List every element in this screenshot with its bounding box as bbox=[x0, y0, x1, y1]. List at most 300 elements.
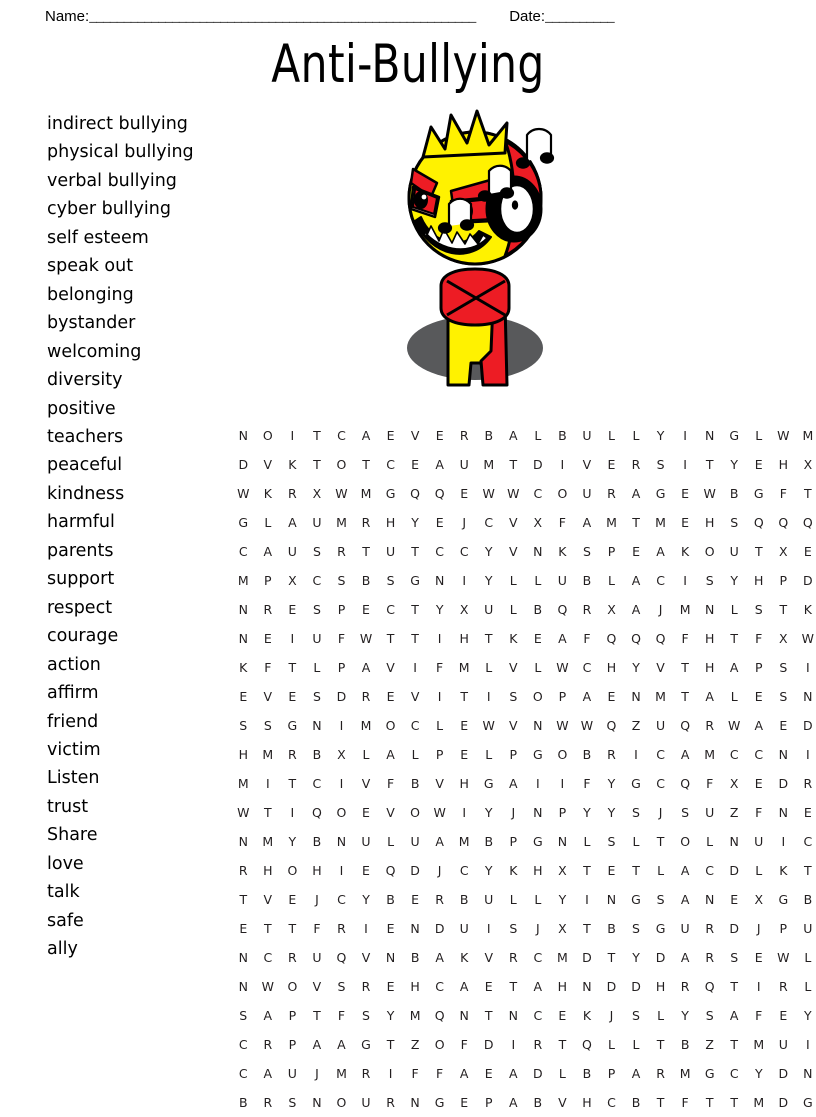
grid-cell[interactable]: R bbox=[386, 1095, 395, 1110]
grid-cell[interactable]: X bbox=[558, 921, 567, 936]
grid-cell[interactable]: V bbox=[656, 660, 665, 675]
grid-cell[interactable]: B bbox=[312, 747, 322, 762]
grid-cell[interactable]: E bbox=[558, 1008, 567, 1023]
grid-cell[interactable]: Y bbox=[484, 544, 493, 559]
grid-cell[interactable]: S bbox=[337, 573, 346, 588]
grid-cell[interactable]: B bbox=[729, 486, 739, 501]
grid-cell[interactable]: W bbox=[728, 718, 741, 733]
grid-cell[interactable]: A bbox=[509, 776, 518, 791]
grid-cell[interactable]: S bbox=[730, 515, 739, 530]
grid-cell[interactable]: R bbox=[705, 718, 714, 733]
grid-cell[interactable]: C bbox=[337, 892, 346, 907]
grid-cell[interactable]: S bbox=[656, 457, 665, 472]
grid-cell[interactable]: M bbox=[704, 747, 716, 762]
grid-cell[interactable]: W bbox=[237, 486, 250, 501]
grid-cell[interactable]: T bbox=[313, 1008, 321, 1023]
grid-cell[interactable]: M bbox=[655, 689, 666, 704]
grid-cell[interactable]: J bbox=[535, 921, 540, 936]
grid-cell[interactable]: S bbox=[779, 689, 788, 704]
grid-cell[interactable]: M bbox=[802, 428, 814, 443]
grid-cell[interactable]: N bbox=[729, 834, 739, 849]
grid-cell[interactable]: C bbox=[705, 863, 715, 878]
grid-cell[interactable]: P bbox=[558, 689, 567, 704]
grid-cell[interactable]: N bbox=[312, 1095, 322, 1110]
grid-cell[interactable]: A bbox=[288, 515, 297, 530]
grid-cell[interactable]: K bbox=[239, 660, 248, 675]
grid-cell[interactable]: T bbox=[411, 602, 419, 617]
grid-cell[interactable]: J bbox=[658, 602, 663, 617]
grid-cell[interactable]: V bbox=[361, 776, 371, 791]
grid-cell[interactable]: L bbox=[804, 979, 812, 994]
grid-cell[interactable]: S bbox=[312, 544, 321, 559]
grid-cell[interactable]: O bbox=[262, 428, 273, 443]
grid-cell[interactable]: D bbox=[410, 863, 420, 878]
grid-cell[interactable]: L bbox=[607, 428, 615, 443]
grid-cell[interactable]: T bbox=[730, 631, 739, 646]
grid-cell[interactable]: H bbox=[557, 979, 568, 994]
grid-cell[interactable]: T bbox=[288, 776, 297, 791]
grid-cell[interactable]: C bbox=[803, 834, 813, 849]
grid-cell[interactable]: Y bbox=[804, 1008, 812, 1023]
grid-cell[interactable]: K bbox=[681, 544, 690, 559]
grid-cell[interactable]: D bbox=[729, 863, 740, 878]
grid-cell[interactable]: P bbox=[337, 602, 346, 617]
grid-cell[interactable]: A bbox=[361, 660, 371, 675]
grid-cell[interactable]: Z bbox=[410, 1037, 420, 1052]
grid-cell[interactable]: Q bbox=[704, 979, 715, 994]
grid-cell[interactable]: I bbox=[560, 776, 565, 791]
grid-cell[interactable]: N bbox=[312, 718, 322, 733]
grid-cell[interactable]: S bbox=[681, 805, 690, 820]
grid-cell[interactable]: Q bbox=[802, 515, 813, 530]
grid-cell[interactable]: E bbox=[362, 602, 370, 617]
grid-cell[interactable]: L bbox=[706, 834, 714, 849]
grid-cell[interactable]: U bbox=[312, 515, 322, 530]
grid-cell[interactable]: Q bbox=[385, 863, 396, 878]
grid-cell[interactable]: B bbox=[386, 892, 395, 907]
grid-cell[interactable]: L bbox=[657, 863, 665, 878]
grid-cell[interactable]: T bbox=[288, 660, 297, 675]
grid-cell[interactable]: N bbox=[704, 892, 715, 907]
grid-cell[interactable]: R bbox=[361, 1066, 371, 1081]
grid-cell[interactable]: B bbox=[484, 428, 494, 443]
grid-cell[interactable]: H bbox=[606, 660, 617, 675]
grid-cell[interactable]: W bbox=[801, 631, 815, 646]
grid-cell[interactable]: R bbox=[263, 1095, 273, 1110]
grid-cell[interactable]: K bbox=[288, 457, 297, 472]
grid-cell[interactable]: S bbox=[362, 1008, 370, 1023]
grid-cell[interactable]: C bbox=[533, 950, 543, 965]
grid-cell[interactable]: C bbox=[386, 602, 395, 617]
grid-cell[interactable]: F bbox=[411, 1066, 419, 1081]
grid-cell[interactable]: F bbox=[755, 805, 763, 820]
grid-cell[interactable]: G bbox=[704, 1066, 715, 1081]
grid-cell[interactable]: G bbox=[532, 747, 543, 762]
grid-cell[interactable]: M bbox=[556, 950, 568, 965]
grid-cell[interactable]: O bbox=[557, 486, 568, 501]
grid-cell[interactable]: U bbox=[459, 457, 469, 472]
grid-cell[interactable]: T bbox=[484, 631, 493, 646]
grid-cell[interactable]: D bbox=[533, 457, 543, 472]
grid-cell[interactable]: K bbox=[509, 631, 518, 646]
grid-cell[interactable]: J bbox=[315, 892, 319, 907]
grid-cell[interactable]: V bbox=[509, 660, 518, 675]
grid-cell[interactable]: V bbox=[263, 457, 273, 472]
grid-cell[interactable]: J bbox=[315, 1066, 319, 1081]
grid-cell[interactable]: N bbox=[533, 718, 543, 733]
grid-cell[interactable]: N bbox=[238, 602, 248, 617]
grid-cell[interactable]: X bbox=[312, 486, 322, 501]
grid-cell[interactable]: E bbox=[435, 515, 444, 530]
grid-cell[interactable]: G bbox=[778, 892, 789, 907]
grid-cell[interactable]: R bbox=[705, 921, 714, 936]
grid-cell[interactable]: U bbox=[361, 834, 371, 849]
grid-cell[interactable]: U bbox=[655, 718, 666, 733]
grid-cell[interactable]: A bbox=[582, 515, 592, 530]
grid-cell[interactable]: H bbox=[312, 863, 322, 878]
grid-cell[interactable]: B bbox=[361, 573, 371, 588]
grid-cell[interactable]: K bbox=[558, 544, 567, 559]
grid-cell[interactable]: C bbox=[238, 544, 248, 559]
grid-cell[interactable]: P bbox=[435, 747, 444, 762]
grid-cell[interactable]: U bbox=[729, 544, 739, 559]
grid-cell[interactable]: Y bbox=[484, 805, 493, 820]
grid-cell[interactable]: V bbox=[484, 950, 494, 965]
grid-cell[interactable]: E bbox=[411, 892, 420, 907]
grid-cell[interactable]: M bbox=[753, 1095, 765, 1110]
grid-cell[interactable]: A bbox=[509, 428, 518, 443]
grid-cell[interactable]: T bbox=[754, 544, 763, 559]
grid-cell[interactable]: H bbox=[238, 747, 248, 762]
grid-cell[interactable]: Y bbox=[656, 428, 665, 443]
grid-cell[interactable]: S bbox=[386, 573, 395, 588]
grid-cell[interactable]: V bbox=[509, 544, 518, 559]
grid-cell[interactable]: E bbox=[263, 631, 272, 646]
grid-cell[interactable]: T bbox=[656, 1095, 665, 1110]
grid-cell[interactable]: T bbox=[705, 1095, 714, 1110]
grid-cell[interactable]: E bbox=[288, 892, 297, 907]
grid-cell[interactable]: Y bbox=[558, 892, 567, 907]
grid-cell[interactable]: M bbox=[606, 515, 617, 530]
grid-cell[interactable]: A bbox=[680, 950, 690, 965]
grid-cell[interactable]: N bbox=[238, 950, 248, 965]
grid-cell[interactable]: M bbox=[237, 776, 249, 791]
grid-cell[interactable]: A bbox=[631, 1066, 641, 1081]
grid-cell[interactable]: B bbox=[582, 1066, 592, 1081]
grid-cell[interactable]: L bbox=[730, 689, 738, 704]
grid-cell[interactable]: G bbox=[532, 834, 543, 849]
grid-cell[interactable]: I bbox=[781, 834, 786, 849]
grid-cell[interactable]: E bbox=[362, 863, 370, 878]
grid-cell[interactable]: Q bbox=[582, 1037, 592, 1052]
grid-cell[interactable]: R bbox=[778, 979, 788, 994]
grid-cell[interactable]: G bbox=[631, 892, 641, 907]
grid-cell[interactable]: V bbox=[386, 660, 395, 675]
grid-cell[interactable]: Z bbox=[705, 1037, 714, 1052]
grid-cell[interactable]: T bbox=[705, 457, 714, 472]
grid-cell[interactable]: B bbox=[533, 1095, 543, 1110]
grid-cell[interactable]: E bbox=[386, 689, 395, 704]
grid-cell[interactable]: P bbox=[607, 1066, 616, 1081]
grid-cell[interactable]: J bbox=[609, 1008, 614, 1023]
grid-cell[interactable]: I bbox=[462, 805, 467, 820]
grid-cell[interactable]: X bbox=[337, 747, 346, 762]
grid-cell[interactable]: B bbox=[410, 950, 420, 965]
grid-cell[interactable]: R bbox=[337, 544, 346, 559]
grid-cell[interactable]: E bbox=[533, 631, 542, 646]
grid-cell[interactable]: U bbox=[361, 1095, 371, 1110]
grid-cell[interactable]: Y bbox=[435, 602, 444, 617]
grid-cell[interactable]: E bbox=[362, 805, 370, 820]
grid-cell[interactable]: G bbox=[361, 1037, 371, 1052]
grid-cell[interactable]: P bbox=[484, 1095, 493, 1110]
grid-cell[interactable]: S bbox=[582, 544, 591, 559]
grid-cell[interactable]: T bbox=[632, 515, 640, 530]
grid-cell[interactable]: E bbox=[803, 805, 812, 820]
grid-cell[interactable]: Y bbox=[730, 573, 739, 588]
grid-cell[interactable]: S bbox=[312, 689, 321, 704]
grid-cell[interactable]: T bbox=[239, 892, 248, 907]
grid-cell[interactable]: U bbox=[410, 834, 420, 849]
grid-cell[interactable]: E bbox=[484, 1066, 493, 1081]
grid-cell[interactable]: T bbox=[386, 1037, 395, 1052]
grid-cell[interactable]: A bbox=[509, 1095, 518, 1110]
grid-cell[interactable]: E bbox=[239, 921, 248, 936]
grid-cell[interactable]: R bbox=[238, 863, 248, 878]
grid-cell[interactable]: R bbox=[288, 950, 297, 965]
grid-cell[interactable]: Y bbox=[484, 573, 493, 588]
grid-cell[interactable]: N bbox=[606, 892, 617, 907]
grid-cell[interactable]: M bbox=[409, 1008, 421, 1023]
grid-cell[interactable]: R bbox=[803, 776, 813, 791]
grid-cell[interactable]: C bbox=[729, 1066, 739, 1081]
grid-cell[interactable]: H bbox=[704, 660, 715, 675]
grid-cell[interactable]: I bbox=[634, 747, 638, 762]
grid-cell[interactable]: H bbox=[582, 1095, 592, 1110]
grid-cell[interactable]: D bbox=[803, 573, 813, 588]
grid-cell[interactable]: O bbox=[287, 863, 298, 878]
grid-cell[interactable]: N bbox=[508, 1008, 518, 1023]
grid-cell[interactable]: Y bbox=[411, 515, 419, 530]
grid-cell[interactable]: A bbox=[263, 544, 273, 559]
grid-cell[interactable]: W bbox=[703, 486, 716, 501]
grid-cell[interactable]: E bbox=[754, 457, 763, 472]
grid-cell[interactable]: E bbox=[386, 428, 395, 443]
grid-cell[interactable]: S bbox=[632, 921, 640, 936]
grid-cell[interactable]: C bbox=[607, 1095, 616, 1110]
grid-cell[interactable]: Q bbox=[680, 776, 691, 791]
grid-cell[interactable]: C bbox=[656, 776, 665, 791]
grid-cell[interactable]: P bbox=[509, 834, 518, 849]
grid-cell[interactable]: L bbox=[387, 834, 395, 849]
grid-cell[interactable]: I bbox=[462, 573, 467, 588]
grid-cell[interactable]: B bbox=[484, 834, 494, 849]
grid-cell[interactable]: M bbox=[458, 834, 470, 849]
grid-cell[interactable]: E bbox=[681, 515, 690, 530]
grid-cell[interactable]: N bbox=[238, 979, 248, 994]
grid-cell[interactable]: C bbox=[435, 979, 445, 994]
grid-cell[interactable]: W bbox=[556, 718, 569, 733]
grid-cell[interactable]: W bbox=[580, 718, 594, 733]
grid-cell[interactable]: C bbox=[410, 718, 420, 733]
grid-cell[interactable]: T bbox=[558, 1037, 567, 1052]
grid-cell[interactable]: N bbox=[533, 544, 543, 559]
grid-cell[interactable]: K bbox=[779, 863, 788, 878]
grid-cell[interactable]: D bbox=[778, 776, 789, 791]
grid-cell[interactable]: C bbox=[754, 747, 764, 762]
grid-cell[interactable]: L bbox=[804, 950, 812, 965]
grid-cell[interactable]: T bbox=[730, 1037, 739, 1052]
grid-cell[interactable]: I bbox=[683, 428, 687, 443]
grid-cell[interactable]: A bbox=[459, 1066, 469, 1081]
grid-cell[interactable]: H bbox=[655, 979, 666, 994]
grid-cell[interactable]: R bbox=[361, 689, 371, 704]
grid-cell[interactable]: Q bbox=[606, 718, 617, 733]
grid-cell[interactable]: B bbox=[410, 776, 420, 791]
grid-cell[interactable]: F bbox=[460, 1037, 468, 1052]
grid-cell[interactable]: F bbox=[755, 631, 763, 646]
grid-cell[interactable]: I bbox=[413, 660, 417, 675]
grid-cell[interactable]: D bbox=[238, 457, 249, 472]
grid-cell[interactable]: T bbox=[264, 921, 272, 936]
grid-cell[interactable]: A bbox=[631, 602, 641, 617]
grid-cell[interactable]: I bbox=[339, 718, 344, 733]
grid-cell[interactable]: C bbox=[533, 1008, 543, 1023]
grid-cell[interactable]: B bbox=[631, 1095, 641, 1110]
grid-cell[interactable]: I bbox=[806, 660, 810, 675]
grid-cell[interactable]: K bbox=[582, 1008, 592, 1023]
grid-cell[interactable]: Q bbox=[410, 486, 421, 501]
grid-cell[interactable]: S bbox=[288, 1095, 297, 1110]
grid-cell[interactable]: L bbox=[534, 573, 542, 588]
grid-cell[interactable]: Y bbox=[484, 863, 493, 878]
grid-cell[interactable]: G bbox=[287, 718, 298, 733]
grid-cell[interactable]: Y bbox=[386, 1008, 395, 1023]
grid-cell[interactable]: X bbox=[288, 573, 297, 588]
grid-cell[interactable]: N bbox=[631, 689, 641, 704]
grid-cell[interactable]: U bbox=[287, 1066, 297, 1081]
grid-cell[interactable]: F bbox=[436, 660, 444, 675]
grid-cell[interactable]: G bbox=[410, 573, 420, 588]
grid-cell[interactable]: B bbox=[312, 834, 322, 849]
grid-cell[interactable]: H bbox=[263, 863, 273, 878]
grid-cell[interactable]: C bbox=[459, 863, 469, 878]
grid-cell[interactable]: S bbox=[730, 950, 739, 965]
grid-cell[interactable]: V bbox=[263, 892, 273, 907]
grid-cell[interactable]: I bbox=[290, 428, 295, 443]
grid-cell[interactable]: L bbox=[632, 1037, 640, 1052]
grid-cell[interactable]: M bbox=[483, 457, 495, 472]
grid-cell[interactable]: I bbox=[683, 457, 687, 472]
grid-cell[interactable]: Q bbox=[336, 950, 347, 965]
grid-cell[interactable]: D bbox=[778, 1095, 789, 1110]
grid-cell[interactable]: N bbox=[410, 921, 420, 936]
grid-cell[interactable]: O bbox=[385, 718, 396, 733]
grid-cell[interactable]: D bbox=[631, 979, 641, 994]
grid-cell[interactable]: E bbox=[754, 776, 763, 791]
grid-cell[interactable]: W bbox=[335, 486, 348, 501]
grid-cell[interactable]: U bbox=[385, 544, 396, 559]
grid-cell[interactable]: E bbox=[632, 544, 640, 559]
grid-cell[interactable]: H bbox=[533, 863, 543, 878]
grid-cell[interactable]: C bbox=[459, 544, 469, 559]
grid-cell[interactable]: T bbox=[460, 689, 469, 704]
grid-cell[interactable]: U bbox=[557, 573, 567, 588]
grid-cell[interactable]: W bbox=[556, 660, 569, 675]
grid-cell[interactable]: I bbox=[585, 892, 589, 907]
grid-cell[interactable]: X bbox=[729, 776, 739, 791]
grid-cell[interactable]: Q bbox=[655, 631, 666, 646]
grid-cell[interactable]: G bbox=[434, 1095, 445, 1110]
grid-cell[interactable]: M bbox=[753, 1037, 765, 1052]
grid-cell[interactable]: H bbox=[459, 631, 469, 646]
grid-cell[interactable]: P bbox=[607, 544, 616, 559]
grid-cell[interactable]: L bbox=[583, 834, 591, 849]
grid-cell[interactable]: D bbox=[336, 689, 347, 704]
grid-cell[interactable]: O bbox=[434, 1037, 445, 1052]
grid-cell[interactable]: A bbox=[509, 1066, 518, 1081]
grid-cell[interactable]: T bbox=[313, 457, 321, 472]
grid-cell[interactable]: O bbox=[557, 747, 568, 762]
grid-cell[interactable]: O bbox=[704, 544, 715, 559]
grid-cell[interactable]: A bbox=[631, 573, 641, 588]
grid-cell[interactable]: I bbox=[486, 689, 491, 704]
grid-cell[interactable]: B bbox=[582, 747, 592, 762]
grid-cell[interactable]: Y bbox=[362, 892, 370, 907]
grid-cell[interactable]: L bbox=[755, 863, 763, 878]
grid-cell[interactable]: Y bbox=[730, 457, 739, 472]
grid-cell[interactable]: O bbox=[410, 805, 421, 820]
grid-cell[interactable]: C bbox=[337, 428, 346, 443]
grid-cell[interactable]: L bbox=[657, 1008, 665, 1023]
grid-cell[interactable]: O bbox=[336, 1095, 347, 1110]
grid-cell[interactable]: Y bbox=[681, 1008, 689, 1023]
grid-cell[interactable]: T bbox=[583, 921, 591, 936]
grid-cell[interactable]: G bbox=[385, 486, 396, 501]
grid-cell[interactable]: V bbox=[312, 979, 322, 994]
grid-cell[interactable]: R bbox=[459, 428, 469, 443]
grid-cell[interactable]: Q bbox=[631, 631, 641, 646]
grid-cell[interactable]: R bbox=[508, 950, 518, 965]
grid-cell[interactable]: X bbox=[533, 515, 543, 530]
grid-cell[interactable]: W bbox=[237, 805, 250, 820]
grid-cell[interactable]: D bbox=[434, 921, 445, 936]
grid-cell[interactable]: E bbox=[386, 921, 395, 936]
grid-cell[interactable]: L bbox=[436, 718, 444, 733]
grid-cell[interactable]: M bbox=[458, 660, 470, 675]
grid-cell[interactable]: S bbox=[312, 602, 321, 617]
grid-cell[interactable]: S bbox=[779, 660, 788, 675]
grid-cell[interactable]: T bbox=[411, 544, 419, 559]
grid-cell[interactable]: V bbox=[263, 689, 273, 704]
grid-cell[interactable]: C bbox=[533, 486, 543, 501]
grid-cell[interactable]: W bbox=[482, 718, 495, 733]
grid-cell[interactable]: N bbox=[803, 1066, 813, 1081]
grid-cell[interactable]: I bbox=[437, 631, 442, 646]
grid-cell[interactable]: T bbox=[730, 1095, 739, 1110]
grid-cell[interactable]: T bbox=[656, 834, 665, 849]
grid-cell[interactable]: Q bbox=[778, 515, 789, 530]
grid-cell[interactable]: E bbox=[484, 979, 493, 994]
grid-cell[interactable]: M bbox=[679, 1066, 691, 1081]
grid-cell[interactable]: E bbox=[239, 689, 248, 704]
grid-cell[interactable]: E bbox=[607, 863, 616, 878]
grid-cell[interactable]: C bbox=[238, 1066, 248, 1081]
grid-cell[interactable]: I bbox=[806, 747, 810, 762]
grid-cell[interactable]: V bbox=[410, 428, 420, 443]
grid-cell[interactable]: T bbox=[583, 863, 591, 878]
grid-cell[interactable]: L bbox=[730, 602, 738, 617]
